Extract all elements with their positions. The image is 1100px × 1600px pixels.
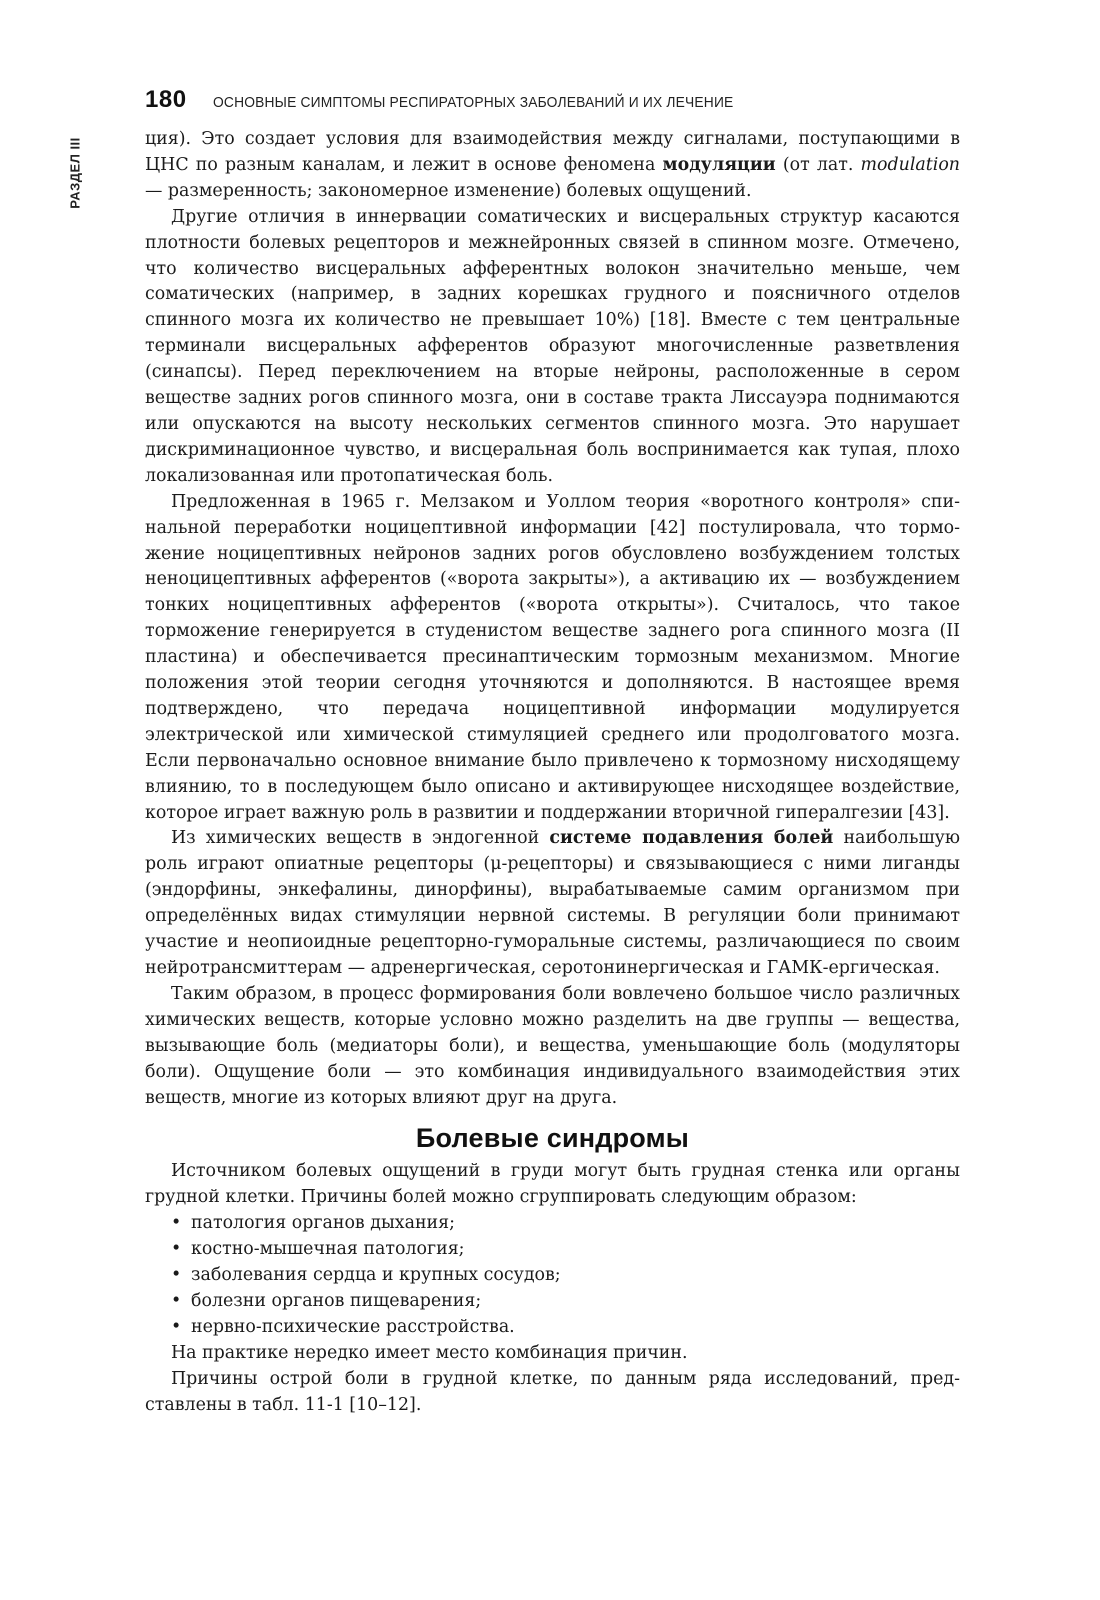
paragraph-continued	[145, 127, 960, 205]
list-item: • патология органов дыхания;	[171, 1211, 960, 1237]
list-item: • нервно-психические расстройства.	[171, 1315, 960, 1341]
section-heading: Болевые синдромы	[415, 1123, 690, 1154]
paragraph-text: ция). Это создает условия для взаимодействия между сигналами, поступающими в ЦНС по разным каналам, и лежит в основе феномена	[145, 129, 960, 175]
page-header	[145, 86, 778, 114]
bold-term-modulation: модуляции	[662, 154, 776, 175]
paragraph-section-intro: Источником болевых ощущений в груди могут быть грудная стенка или органы грудной клетки. Причины болей можно сгруппировать следующим образом:	[145, 1161, 960, 1208]
paragraph-text: — размеренность; закономерное изменение) болевых ощущений.	[145, 180, 752, 201]
side-tab-label: РАЗДЕЛ III	[67, 137, 83, 209]
paragraph-gate-control: Предложенная в 1965 г. Мелзаком и Уоллом теория «воротного контроля» спинальной переработки ноцицептивной информации [42] постулировала, что торможение ноцицептивных нейронов задних рогов обусловлено возбуждением толстых неноцицептивных афферентов («ворота закрыты»), а активацию их — возбуждением тонких ноцицептивных афферентов («ворота открыты»). Считалось, что такое торможение генерируется в студенистом веществе заднего рога спинного мозга (II пластина) и обеспечивается пресинаптическим тормозным механизмом. Многие положения этой теории сегодня уточняются и дополняются. В настоящее время подтверждено, что передача ноцицептивной информации модулируется электрической или химической стимуляцией среднего или продолговатого мозга. Если первоначально основное внимание было привлечено к тормозному нисходящему влиянию, то в последующем было описано и активирующее нисходящее воздействие, которое играет важную роль в развитии и поддержании вторичной гипералгезии [43].	[145, 491, 960, 823]
page-body	[145, 127, 960, 1419]
paragraph-table-reference: Причины острой боли в грудной клетке, по данным ряда исследований, представлены в табл. 11-1 [10–12].	[145, 1368, 960, 1415]
paragraph-text: наибольшую роль играют опиатные рецепторы (μ-рецепторы) и связывающиеся с ними лиганды (эндорфины, энкефалины, динорфины), вырабатываемые самим организмом при определённых видах стимуляции нервной системы. В регуляции боли принимают участие и неопиоидные рецепторно-гуморальные системы, различающиеся по своим нейротрансмиттерам — адренергическая, серотонинергическая и ГАМК-ергическая.	[145, 828, 960, 978]
italic-latin-term: modulation	[860, 154, 960, 175]
list-item: • заболевания сердца и крупных сосудов;	[171, 1263, 960, 1289]
list-item: • костно-мышечная патология;	[171, 1237, 960, 1263]
paragraph-pain-suppression	[145, 826, 960, 981]
bold-term-pain-suppression: системе подавления болей	[549, 828, 834, 849]
paragraph-text: (от лат.	[775, 154, 861, 175]
page-number: 180	[145, 86, 187, 113]
running-title: ОСНОВНЫЕ СИМПТОМЫ РЕСПИРАТОРНЫХ ЗАБОЛЕВАНИЙ И ИХ ЛЕЧЕНИЕ	[212, 94, 733, 111]
causes-list	[145, 1211, 960, 1341]
section-side-tab	[64, 128, 86, 218]
paragraph-summary: Таким образом, в процесс формирования боли вовлечено большое число различных химических веществ, которые условно можно разделить на две группы — вещества, вызывающие боль (медиаторы боли), и вещества, уменьшающие боль (модуляторы боли). Ощущение боли — это комбинация индивидуального взаимодействия этих веществ, многие из которых влияют друг на друга.	[145, 983, 960, 1108]
paragraph-innervation: Другие отличия в иннервации соматических и висцеральных структур касаются плотности болевых рецепторов и межнейронных связей в спинном мозге. Отмечено, что количество висцеральных афферентных волокон значительно меньше, чем соматических (например, в задних корешках грудного и поясничного отделов спинного мозга их количество не превышает 10%) [18]. Вместе с тем центральные терминали висцеральных афферентов образуют многочисленные разветвления (синапсы). Перед переключением на вторые нейроны, расположенные в сером веществе задних рогов спинного мозга, они в составе тракта Лиссауэра поднимаются или опускаются на высоту нескольких сегментов спинного мозга. Это нарушает дискриминационное чувство, и висцеральная боль воспринимается как тупая, плохо локализованная или протопатическая боль.	[145, 206, 960, 486]
list-item: • болезни органов пищеварения;	[171, 1289, 960, 1315]
paragraph-combination: На практике нередко имеет место комбинация причин.	[171, 1342, 688, 1363]
paragraph-text: Из химических веществ в эндогенной	[171, 828, 550, 849]
